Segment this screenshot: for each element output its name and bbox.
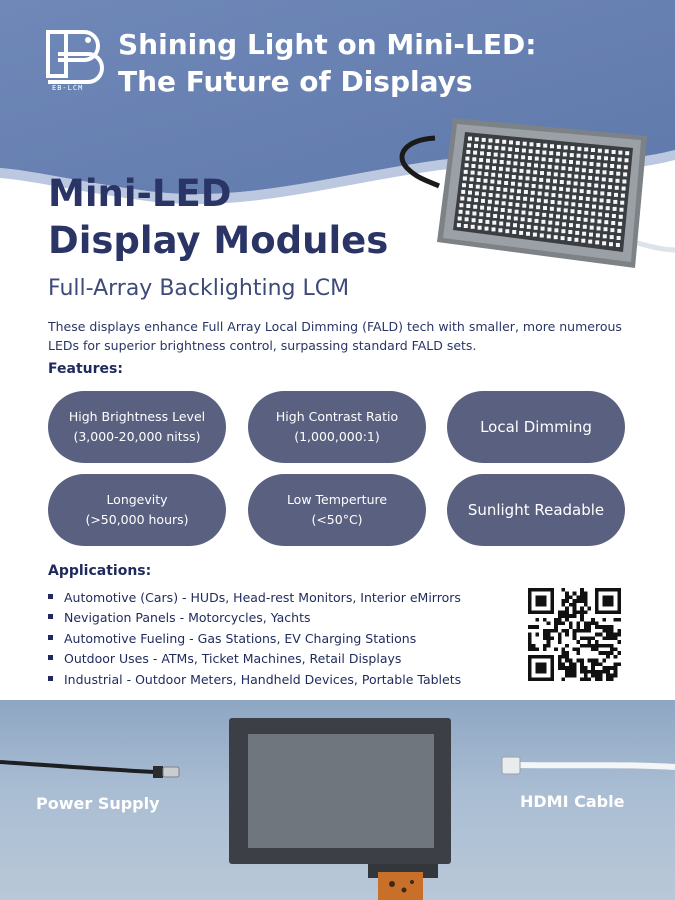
- bullet-icon: [48, 676, 53, 681]
- feature-pill-brightness: [48, 391, 226, 463]
- title-line-2: Display Modules: [48, 219, 389, 262]
- description-text: These displays enhance Full Array Local Dimming (FALD) tech with smaller, more numerous LEDs for superior brightness control, surpassing standard FALD sets.: [48, 319, 622, 353]
- list-item: Industrial - Outdoor Meters, Handheld Devices, Portable Tablets: [48, 670, 461, 690]
- list-item: Outdoor Uses - ATMs, Ticket Machines, Retail Displays: [48, 649, 461, 669]
- qr-code-icon[interactable]: [528, 588, 621, 681]
- features-heading: Features:: [48, 361, 123, 377]
- applications-list: [48, 588, 461, 690]
- feature-detail: (3,000-20,000 nitss): [73, 429, 201, 444]
- feature-pill-contrast: [248, 391, 426, 463]
- feature-pill-local-dimming: [447, 391, 625, 463]
- logo-text: EB-LCM: [52, 84, 84, 92]
- feature-title: Local Dimming: [480, 418, 592, 436]
- feature-detail: (>50,000 hours): [85, 512, 189, 527]
- page-title: [48, 170, 388, 264]
- feature-detail: (1,000,000:1): [294, 429, 380, 444]
- feature-detail: (<50°C): [311, 512, 363, 527]
- feature-pill-temperature: [248, 474, 426, 546]
- feature-pill-sunlight-readable: [447, 474, 625, 546]
- feature-title: High Contrast Ratio: [275, 409, 399, 424]
- hdmi-plug-icon: [502, 757, 520, 774]
- hdmi-cable-label: HDMI Cable: [520, 792, 625, 811]
- feature-title: Low Temperture: [286, 492, 388, 507]
- list-item: Automotive (Cars) - HUDs, Head-rest Monitors, Interior eMirrors: [48, 588, 461, 608]
- bullet-icon: [48, 655, 53, 660]
- power-plug-icon: [153, 766, 163, 778]
- headline-line-1: Shining Light on Mini-LED:: [118, 28, 537, 61]
- feature-title: High Brightness Level: [68, 409, 206, 424]
- feature-title: Longevity: [106, 492, 168, 507]
- page-subtitle: Full-Array Backlighting LCM: [48, 276, 350, 301]
- bottom-product-band: [0, 700, 675, 900]
- headline-line-2: The Future of Displays: [118, 65, 473, 98]
- title-line-1: Mini-LED: [48, 172, 232, 215]
- feature-pill-longevity: [48, 474, 226, 546]
- applications-heading: Applications:: [48, 563, 152, 579]
- feature-title: Sunlight Readable: [467, 501, 605, 519]
- power-supply-label: Power Supply: [36, 794, 160, 813]
- bullet-icon: [48, 635, 53, 640]
- list-item: Nevigation Panels - Motorcycles, Yachts: [48, 608, 461, 628]
- mini-led-panel-image: [395, 110, 675, 280]
- list-item: Automotive Fueling - Gas Stations, EV Charging Stations: [48, 629, 461, 649]
- bullet-icon: [48, 614, 53, 619]
- headline: [118, 26, 536, 100]
- bullet-icon: [48, 594, 53, 599]
